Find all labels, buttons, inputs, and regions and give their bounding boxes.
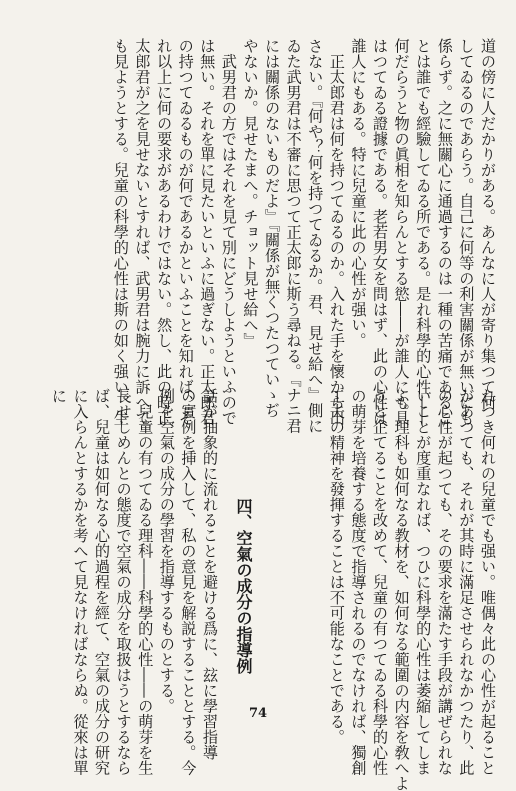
text-column: れ以上に何の要求があるわけではない。然し、此の時正 — [155, 38, 174, 426]
text-column: やないか。見せたまへ。チョット見せ給へ』 — [241, 38, 260, 348]
text-column: 例を空氣の成分の學習を指導するものとする。 — [157, 388, 176, 714]
text-column: はつてゐる證據である。老若男女を問はず、此の心性は — [371, 38, 390, 426]
text-column: の萌芽を培養する態度で指導されるのでなければ、獨創 — [349, 388, 368, 776]
text-column: 道の傍に人だかりがある。あんなに人が寄り集つて何 — [479, 38, 497, 410]
page-number: 74 — [248, 706, 268, 721]
text-column: してゐるのであらう。自己に何等の利害關係が無いにも — [457, 38, 476, 426]
text-column: の實例を挿入して、私の意見を解説することとする。今 — [179, 388, 198, 776]
text-column: 係らず。之に無關心に通過するのは一種の苦痛であるこ — [435, 38, 454, 426]
text-column: の持つてゐるものが何であるかといふことを知れば、そ — [176, 38, 195, 426]
text-column: ふ。理科も如何なる教材を、如何なる範圍の内容を敎へよ — [392, 388, 411, 791]
lower-right-text-block — [270, 388, 498, 791]
text-column: には關係のないものだよ』『關係が無くつたつていゝぢ — [263, 38, 282, 418]
text-column: 話が抽象的に流れることを避ける爲に、玆に學習指導 — [201, 388, 219, 760]
upper-text-block — [28, 38, 498, 434]
text-column: 太郎君が之を見せないとすれば、武男君は腕力に訴へて — [133, 38, 152, 426]
text-column: うと企てることを改めて、兒童の有つてゐる科學的心性 — [371, 388, 390, 776]
text-column: があつても、それが其時に滿足させられなかつたり、此 — [457, 388, 476, 776]
text-column: とは誰でも經驗してゐる所である。是れ科學的心性―― — [414, 38, 433, 426]
text-column: いことが度重なれば、つひに科學的心性は萎縮してしま — [414, 388, 433, 776]
text-column: 兒童の有つてゐる理科――科學的心性――の萌芽を生 — [136, 388, 155, 776]
text-column: 工夫の精神を發揮することは不可能なことである。 — [327, 388, 346, 745]
text-column: 長せしめんとの態度で空氣の成分を取扱はうとするなら — [114, 388, 133, 776]
lower-left-text-block — [28, 388, 220, 776]
text-column: れつき何れの兒童でも强い。唯偶々此の心性が起ること — [479, 388, 497, 776]
text-column: 武男君の方ではそれを見て別にどうしようといふので — [219, 38, 238, 426]
text-column: 誰人にもある。特に兒童に此の心性が强い。 — [349, 38, 368, 348]
text-column: も見ようとする。兒童の科學的心性は斯の如く强い。生 — [111, 38, 130, 426]
section-heading: 四、空氣の成分の指導例 — [234, 498, 253, 674]
text-column: に入らんとするかを考へて見なければならぬ。從來は單 — [71, 388, 90, 776]
text-column: ゐた武男君は不審に思つて正太郎に斯う尋ねる。『ナニ君 — [284, 38, 303, 434]
text-column: に — [49, 388, 68, 404]
text-column: は無い。それを單に見たいといふに過ぎない。正太郎君 — [198, 38, 217, 426]
text-column: 正太郎君は何を持つてゐるのか。入れた手を懷から出 — [327, 38, 346, 426]
text-column: 何だらうと物の眞相を知らんとする慾――が誰人にも具 — [392, 38, 411, 426]
text-column: さない。『何や？何を持つてゐるか。君、見せ給へ』側に — [306, 38, 325, 434]
text-column: ば、兒童は如何なる心的過程を經て、空氣の成分の研究 — [93, 388, 112, 776]
text-column: の心性が起つても、その要求を滿たす手段が講ぜられな — [435, 388, 454, 776]
